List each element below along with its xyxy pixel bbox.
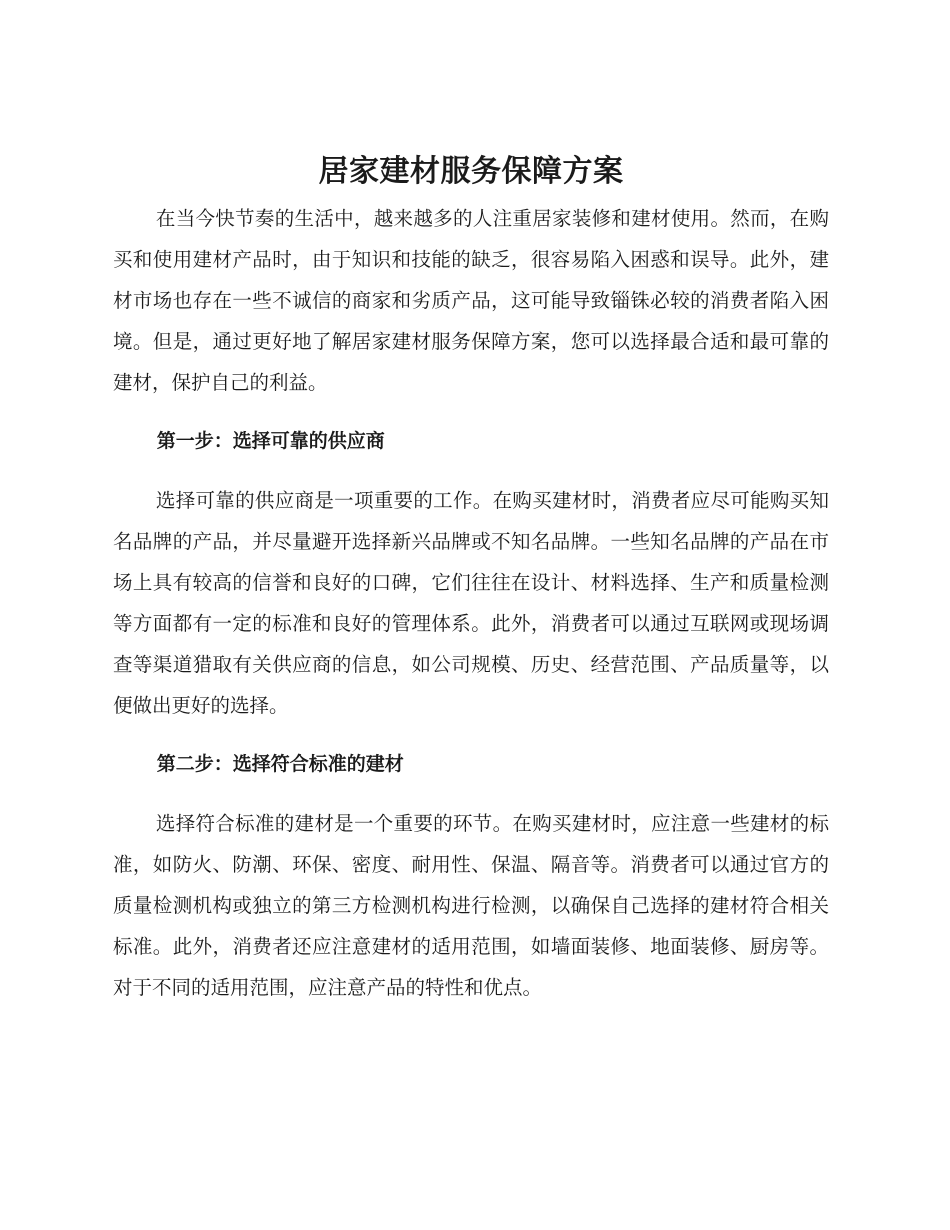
intro-paragraph: 在当今快节奏的生活中，越来越多的人注重居家装修和建材使用。然而，在购买和使用建材产品时，由于知识和技能的缺乏，很容易陷入困惑和误导。此外，建材市场也存在一些不诚信的商家和劣质产品，这可能导致锱铢必较的消费者陷入困境。但是，通过更好地了解居家建材服务保障方案，您可以选择最合适和最可靠的建材，保护自己的利益。	[113, 207, 829, 394]
section-body-step-1: 选择可靠的供应商是一项重要的工作。在购买建材时，消费者应尽可能购买知名品牌的产品，并尽量避开选择新兴品牌或不知名品牌。一些知名品牌的产品在市场上具有较高的信誉和良好的口碑，它们往往在设计、材料选择、生产和质量检测等方面都有一定的标准和良好的管理体系。此外，消费者可以通过互联网或现场调查等渠道猎取有关供应商的信息，如公司规模、历史、经营范围、产品质量等，以便做出更好的选择。	[113, 489, 829, 717]
section-heading-step-1: 第一步：选择可靠的供应商	[156, 430, 385, 452]
document-page	[113, 150, 829, 1008]
document-title: 居家建材服务保障方案	[318, 154, 624, 189]
section-body-step-2: 选择符合标准的建材是一个重要的环节。在购买建材时，应注意一些建材的标准，如防火、防潮、环保、密度、耐用性、保温、隔音等。消费者可以通过官方的质量检测机构或独立的第三方检测机构进行检测，以确保自己选择的建材符合相关标准。此外，消费者还应注意建材的适用范围，如墙面装修、地面装修、厨房等。对于不同的适用范围，应注意产品的特性和优点。	[113, 812, 829, 999]
section-heading-step-2: 第二步：选择符合标准的建材	[156, 753, 404, 775]
